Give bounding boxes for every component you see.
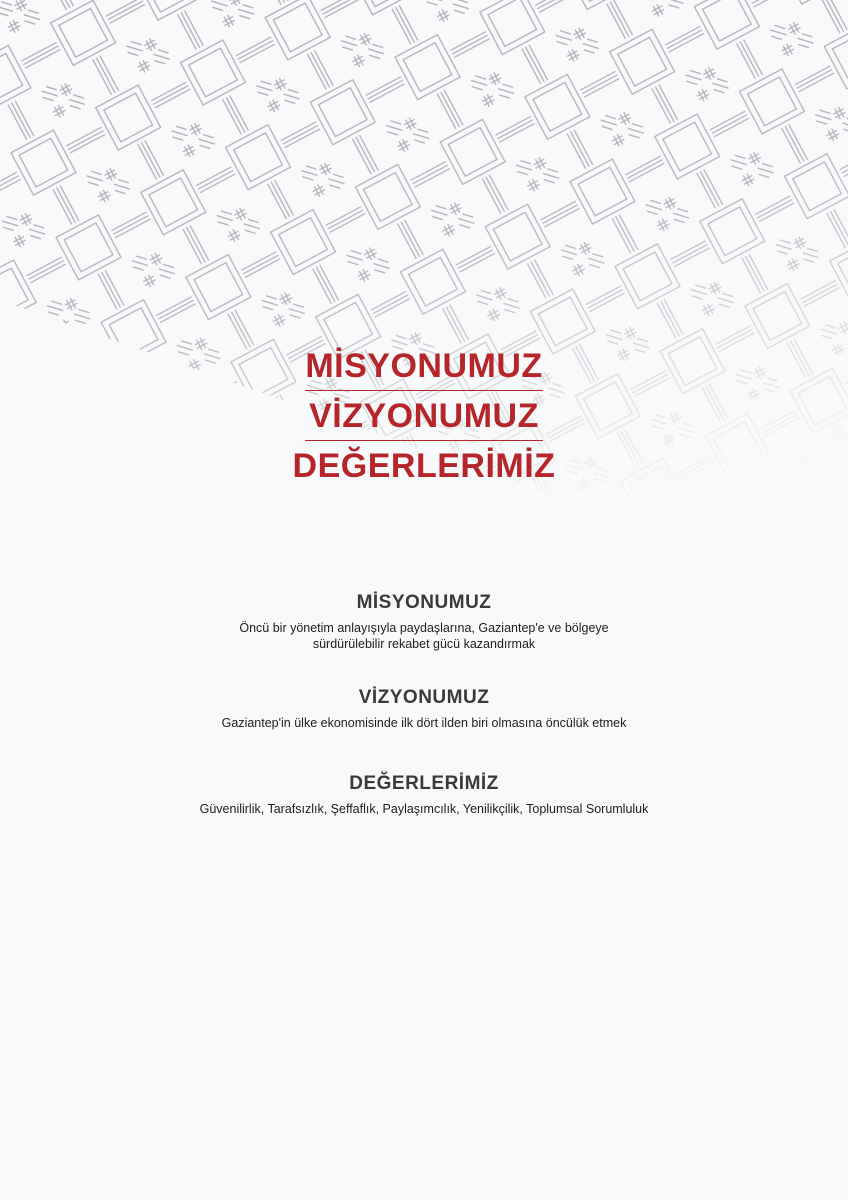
mission-heading: MİSYONUMUZ bbox=[356, 592, 492, 613]
title-divider bbox=[305, 390, 543, 391]
mission-text-line: sürdürülebilir rekabet gücü kazandırmak bbox=[312, 637, 536, 651]
cover-title-values: DEĞERLERİMİZ bbox=[292, 447, 556, 485]
mission-text-line: Öncü bir yönetim anlayışıyla paydaşlarına, Gaziantep'e ve bölgeye bbox=[239, 621, 609, 635]
mission-section bbox=[0, 591, 848, 652]
values-section bbox=[0, 772, 848, 817]
cover-title-vision: VİZYONUMUZ bbox=[309, 397, 539, 435]
mission-text bbox=[0, 620, 848, 652]
title-divider bbox=[305, 440, 543, 441]
cover-title-mission: MİSYONUMUZ bbox=[305, 347, 543, 385]
values-heading: DEĞERLERİMİZ bbox=[349, 773, 499, 794]
vision-text: Gaziantep'in ülke ekonomisinde ilk dört ilden biri olmasına öncülük etmek bbox=[221, 716, 627, 730]
cover-title-block bbox=[0, 344, 848, 488]
values-text: Güvenilirlik, Tarafsızlık, Şeffaflık, Paylaşımcılık, Yenilikçilik, Toplumsal Sorumluluk bbox=[199, 802, 649, 816]
vision-heading: VİZYONUMUZ bbox=[358, 687, 490, 708]
vision-section bbox=[0, 686, 848, 731]
